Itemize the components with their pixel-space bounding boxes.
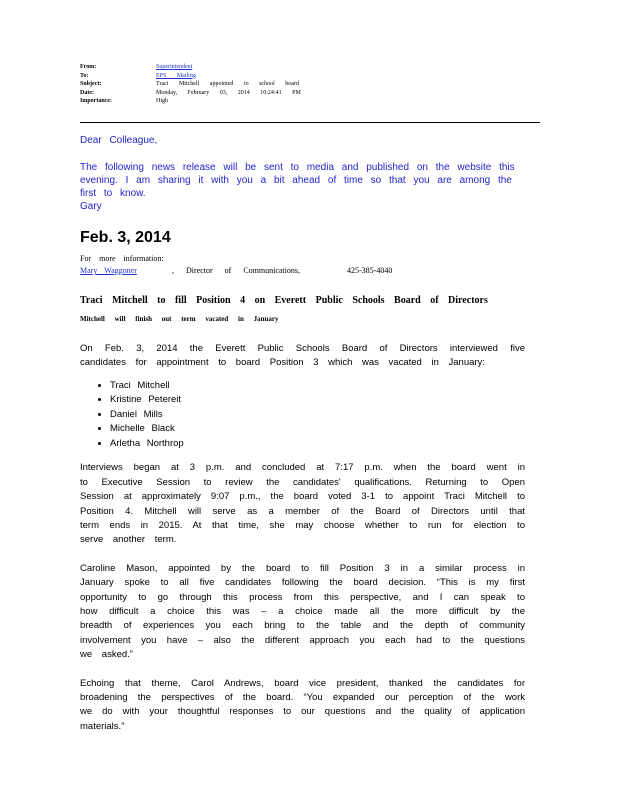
importance-label: Importance: xyxy=(80,98,112,105)
paragraph-3: Caroline Mason, appointed by the board to fill Position 3 in a similar process in January spoke to all five candidates following the board decision. “This is my first opportunity to go through this process from this perspective, and I can speak to how difficult a choice this was – a choice made all the more difficult by the breadth of experiences you each bring to the table and the depth of community involvement you have – also the different approach you each had to the questions we asked.” xyxy=(80,562,525,661)
subject-value: Traci Mitchell appointed to school board xyxy=(156,81,299,88)
contact-line xyxy=(80,266,540,275)
contact-name-link[interactable]: Mary Waggoner xyxy=(80,266,137,275)
from-label: From: xyxy=(80,64,97,70)
date-row xyxy=(80,89,540,98)
contact-title: , Director of Communications, xyxy=(172,266,300,275)
to-row xyxy=(80,72,540,81)
subject-label: Subject: xyxy=(80,81,102,88)
release-headline: Traci Mitchell to fill Position 4 on Everett Public Schools Board of Directors xyxy=(80,295,488,306)
to-label: To: xyxy=(80,72,89,79)
intro-text: The following news release will be sent to media and published on the website this evening. I am sharing it with you a bit ahead of time so that you are among the first to know. xyxy=(80,162,515,199)
from-link[interactable]: Superintendent xyxy=(156,64,193,70)
more-info-label: For more information: xyxy=(80,254,164,263)
list-item: • Kristine Petereit xyxy=(110,393,525,408)
subject-row xyxy=(80,80,540,89)
date-label: Date: xyxy=(80,89,94,96)
signature: Gary xyxy=(80,201,102,212)
release-body xyxy=(80,342,525,748)
importance-value: High xyxy=(156,98,168,105)
paragraph-1: On Feb. 3, 2014 the Everett Public Schools Board of Directors interviewed five candidates for appointment to board Position 3 which was vacated in January: xyxy=(80,343,525,369)
list-item: • Arletha Northrop xyxy=(110,437,525,452)
release-subheadline: Mitchell will finish out term vacated in January xyxy=(80,315,279,323)
importance-row xyxy=(80,97,540,106)
contact-phone: 425-385-4040 xyxy=(347,266,393,275)
email-header xyxy=(80,63,540,106)
list-item: • Daniel Mills xyxy=(110,408,525,423)
paragraph-4: Echoing that theme, Carol Andrews, board vice president, thanked the candidates for broadening the perspectives of the board. “You expanded our perception of the work we do with your thoughtful responses to our questions and the quality of application materials.” xyxy=(80,677,525,732)
list-item: • Michelle Black xyxy=(110,422,525,437)
from-row xyxy=(80,63,540,72)
release-date: Feb. 3, 2014 xyxy=(80,229,171,246)
date-value: Monday, February 03, 2014 10:24:41 PM xyxy=(156,89,301,96)
list-item: • Traci Mitchell xyxy=(110,379,525,394)
to-link[interactable]: EPS Mailing xyxy=(156,72,196,79)
candidate-list xyxy=(80,379,525,452)
header-divider xyxy=(80,122,540,123)
intro-message xyxy=(80,134,530,213)
paragraph-2: Interviews began at 3 p.m. and concluded at 7:17 p.m. when the board went in to Executive Session to review the candidates' qualifications. Returning to Open Session at approximately 9:07 p.m., the board voted 3-1 to appoint Traci Mitchell to Position 4. Mitchell will serve as a member of the Board of Directors until that term ends in 2015. At that time, she may choose whether to run for election to serve another term. xyxy=(80,462,525,546)
greeting: Dear Colleague, xyxy=(80,135,158,146)
